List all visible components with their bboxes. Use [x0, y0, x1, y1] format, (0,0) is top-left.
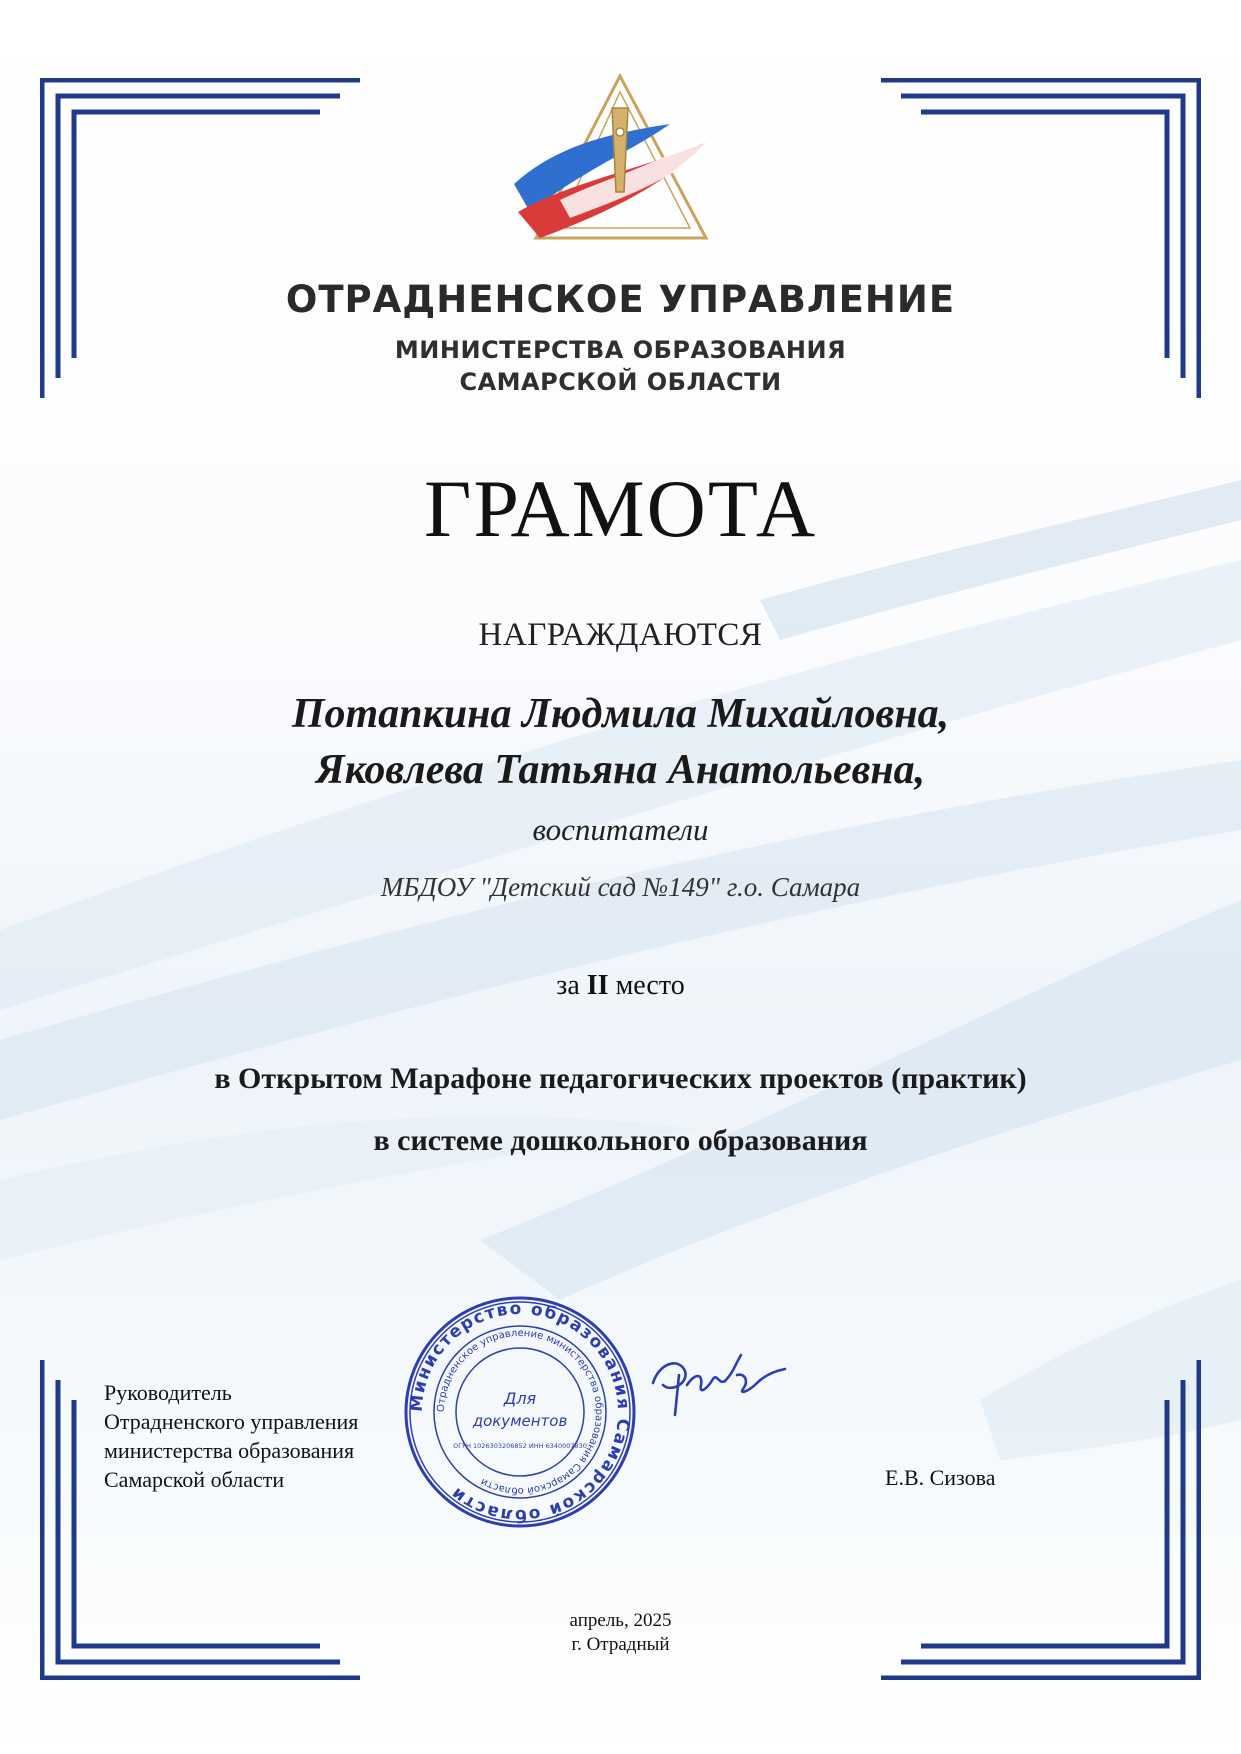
ministry-line-1: МИНИСТЕРСТВА ОБРАЗОВАНИЯ: [394, 336, 847, 364]
organization-title: ОТРАДНЕНСКОЕ УПРАВЛЕНИЕ: [285, 278, 956, 321]
footer: [0, 1609, 1241, 1657]
place-value: II: [586, 970, 609, 1001]
signatory-title: [104, 1378, 358, 1494]
stamp-center-line-2: документов: [472, 1412, 568, 1430]
ministry-line-2: САМАРСКОЙ ОБЛАСТИ: [459, 368, 782, 396]
event-line-2: в системе дошкольного образования: [373, 1124, 868, 1157]
ministry-logo-icon: [500, 72, 740, 252]
issue-date: апрель, 2025: [569, 1610, 672, 1631]
official-stamp-icon: [400, 1292, 640, 1532]
signatory-title-line: министерства образования: [104, 1438, 355, 1463]
place-prefix: за: [556, 970, 580, 1001]
document-title: ГРАМОТА: [423, 463, 818, 554]
recipients-list: [0, 686, 1241, 798]
signatory-title-line: Отрадненского управления: [104, 1409, 359, 1434]
award-place: [0, 970, 1241, 1002]
event-line-1: в Открытом Марафоне педагогических проектов (практик): [214, 1062, 1027, 1095]
stamp-center-line-1: Для: [503, 1389, 537, 1408]
recipient-name: Потапкина Людмила Михайловна,: [291, 691, 950, 737]
stamp-outer-text: Министерство образования Самарской области: [406, 1298, 634, 1526]
signatory-name: Е.В. Сизова: [885, 1465, 996, 1490]
stamp-numbers: ОГРН 1026303206852 ИНН 6340007830: [453, 1442, 587, 1450]
awarded-label: НАГРАЖДАЮТСЯ: [478, 617, 763, 653]
stamp-inner-text: Отрадненское управление министерства образования Самарской области: [435, 1327, 605, 1497]
signatory-title-line: Самарской области: [104, 1467, 285, 1492]
signatory-title-line: Руководитель: [104, 1380, 232, 1405]
recipients-position: воспитатели: [532, 812, 709, 847]
institution-name: МБДОУ "Детский сад №149" г.о. Самара: [380, 872, 861, 902]
issue-city: г. Отрадный: [571, 1634, 670, 1655]
event-description: [0, 1048, 1241, 1172]
handwritten-signature-icon: [645, 1345, 790, 1420]
place-suffix: место: [615, 970, 685, 1001]
recipient-name: Яковлева Татьяна Анатольевна,: [315, 747, 926, 793]
